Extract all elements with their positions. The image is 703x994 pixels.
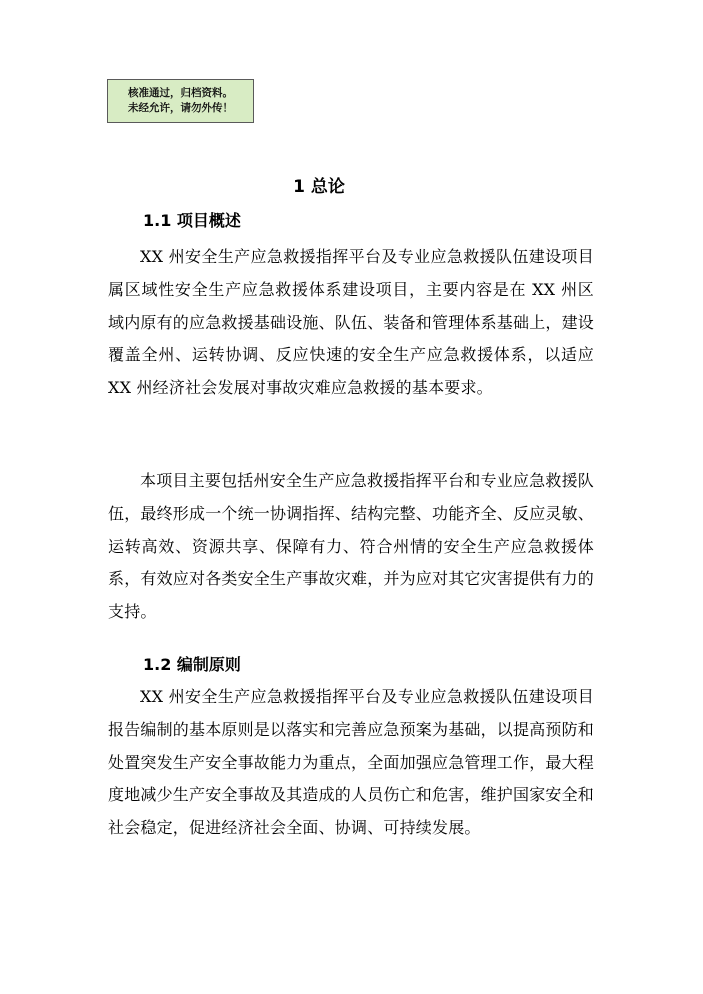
paragraph-overview-2: 本项目主要包括州安全生产应急救援指挥平台和专业应急救援队伍，最终形成一个统一协调指挥、结构完整、功能齐全、反应灵敏、运转高效、资源共享、保障有力、符合州情的安全生产应急救援体系，有效应对各类安全生产事故灾难，并为应对其它灾害提供有力的支持。: [108, 471, 595, 622]
paragraph-overview-1: XX 州安全生产应急救援指挥平台及专业应急救援队伍建设项目属区域性安全生产应急救援体系建设项目，主要内容是在 XX 州区域内原有的应急救援基础设施、队伍、装备和管理体系基础上，建设覆盖全州、运转协调、反应快速的安全生产应急救援体系，以适应 XX 州经济社会发展对事故灾难应急救援的基本要求。: [108, 247, 595, 398]
stamp-line-1: 核准通过，归档资料。: [128, 87, 233, 99]
section-heading-1-2: 1.2 编制原则: [143, 655, 241, 674]
chapter-title: 1 总论: [293, 177, 345, 197]
approval-stamp: [107, 79, 254, 123]
section-heading-1-1: 1.1 项目概述: [143, 211, 241, 230]
paragraph-principles: XX 州安全生产应急救援指挥平台及专业应急救援队伍建设项目报告编制的基本原则是以落实和完善应急预案为基础，以提高预防和处置突发生产安全事故能力为重点，全面加强应急管理工作，最大程度地减少生产安全事故及其造成的人员伤亡和危害，维护国家安全和社会稳定，促进经济社会全面、协调、可持续发展。: [108, 687, 595, 838]
stamp-line-2: 未经允许，请勿外传！: [128, 102, 233, 114]
